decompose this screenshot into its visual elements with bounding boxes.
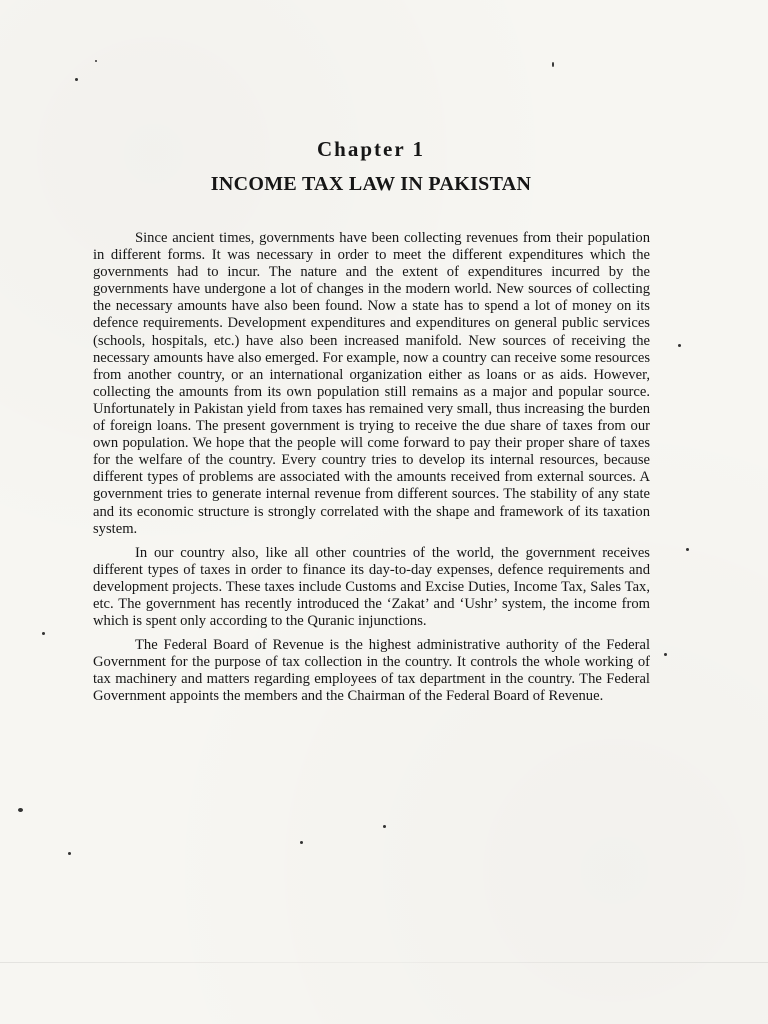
- paragraph-2: In our country also, like all other countries of the world, the government receives different types of taxes in order to finance its day-to-day expenses, defence requirements and development projects. These taxes include Customs and Excise Duties, Income Tax, Sales Tax, etc. The government has recently introduced the ‘Zakat’ and ‘Ushr’ system, the income from which is spent only according to the Quranic injunctions.: [93, 544, 650, 630]
- scan-speck: [552, 62, 554, 67]
- scan-speck: [95, 60, 97, 62]
- chapter-title: INCOME TAX LAW IN PAKISTAN: [210, 173, 532, 195]
- scan-speck: [664, 653, 667, 656]
- chapter-heading: Chapter 1: [316, 137, 426, 161]
- scan-speck: [300, 841, 303, 844]
- paragraph-1: Since ancient times, governments have been collecting revenues from their population in different forms. It was necessary in order to meet the different expenditures which the governments had to incur. The nature and the extent of expenditures incurred by the governments have undergone a lot of changes in the modern world. New sources of collecting the necessary amounts have also been found. Now a state has to spend a lot of money on its defence requirements. Development expenditures and expenditures on general public services (schools, hospitals, etc.) have also been increased manifold. New sources of receiving the necessary amounts have also emerged. For example, now a country can receive some resources from another country, or an international organization either as loans or as aids. However, collecting the amounts from its own population still remains as a major and popular source. Unfortunately in Pakistan yield from taxes has remained very small, thus increasing the burden of foreign loans. The present government is trying to receive the due share of taxes from our own population. We hope that the people will come forward to pay their proper share of taxes for the welfare of the country. Every country tries to develop its internal resources, because different types of problems are associated with the amounts received from external sources. A government tries to generate internal revenue from different sources. The stability of any state and its economic structure is strongly correlated with the shape and framework of its taxation system.: [93, 230, 650, 537]
- scan-speck: [18, 808, 23, 812]
- scan-speck: [686, 548, 689, 551]
- scan-speck: [68, 852, 71, 855]
- scan-speck: [75, 78, 78, 81]
- scan-speck: [678, 344, 681, 347]
- scan-speck: [42, 632, 45, 635]
- scan-speck: [383, 825, 386, 828]
- scan-edge: [0, 962, 768, 963]
- body-text: [93, 230, 650, 713]
- paragraph-3: The Federal Board of Revenue is the highest administrative authority of the Federal Government for the purpose of tax collection in the country. It controls the whole working of tax machinery and matters regarding employees of tax department in the country. The Federal Government appoints the members and the Chairman of the Federal Board of Revenue.: [93, 637, 650, 705]
